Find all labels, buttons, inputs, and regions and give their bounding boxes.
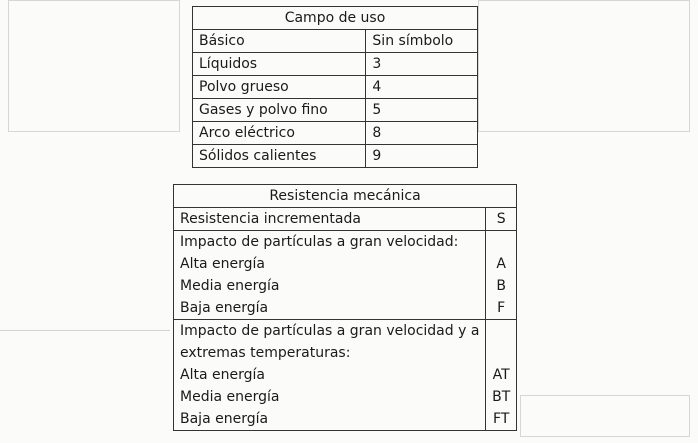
row-label: Sólidos calientes xyxy=(193,145,366,168)
row-label: Baja energía xyxy=(174,297,486,320)
table-row xyxy=(193,76,478,99)
row-value: B xyxy=(486,275,517,297)
row-value: 9 xyxy=(366,145,478,168)
resistencia-mecanica-table xyxy=(173,184,517,431)
row-value: 4 xyxy=(366,76,478,99)
row-label: Arco eléctrico xyxy=(193,122,366,145)
table-row xyxy=(193,99,478,122)
row-label: Media energía xyxy=(174,386,486,408)
table-row xyxy=(174,231,517,254)
bleed-box xyxy=(520,395,690,437)
table-row xyxy=(193,145,478,168)
resistencia-mecanica-title: Resistencia mecánica xyxy=(174,185,517,208)
table-row xyxy=(174,342,517,364)
row-label: Media energía xyxy=(174,275,486,297)
row-label: Alta energía xyxy=(174,253,486,275)
row-label: Resistencia incrementada xyxy=(174,208,486,231)
table-row xyxy=(193,30,478,53)
table-row xyxy=(174,408,517,431)
campo-de-uso-table xyxy=(192,6,478,168)
row-value: 8 xyxy=(366,122,478,145)
row-value: AT xyxy=(486,364,517,386)
row-value: BT xyxy=(486,386,517,408)
row-label: Líquidos xyxy=(193,53,366,76)
table-row xyxy=(174,297,517,320)
campo-de-uso-title: Campo de uso xyxy=(193,7,478,30)
row-label: Gases y polvo fino xyxy=(193,99,366,122)
row-value: 5 xyxy=(366,99,478,122)
group-heading: Impacto de partículas a gran velocidad: xyxy=(174,231,486,254)
table-row xyxy=(174,320,517,343)
row-label: Básico xyxy=(193,30,366,53)
row-value: 3 xyxy=(366,53,478,76)
group-heading: extremas temperaturas: xyxy=(174,342,486,364)
table-row xyxy=(193,122,478,145)
table-row xyxy=(174,275,517,297)
row-value: Sin símbolo xyxy=(366,30,478,53)
bleed-grid-left xyxy=(8,0,180,132)
row-value: FT xyxy=(486,408,517,431)
bleed-line xyxy=(0,330,170,331)
table-row xyxy=(174,253,517,275)
row-label: Polvo grueso xyxy=(193,76,366,99)
row-value: F xyxy=(486,297,517,320)
table-row xyxy=(174,364,517,386)
table-row xyxy=(193,53,478,76)
table-row xyxy=(174,208,517,231)
row-value: A xyxy=(486,253,517,275)
row-label: Alta energía xyxy=(174,364,486,386)
row-value: S xyxy=(486,208,517,231)
table-row xyxy=(174,386,517,408)
row-label: Baja energía xyxy=(174,408,486,431)
bleed-grid-right xyxy=(478,0,690,132)
group-heading: Impacto de partículas a gran velocidad y a xyxy=(174,320,486,343)
